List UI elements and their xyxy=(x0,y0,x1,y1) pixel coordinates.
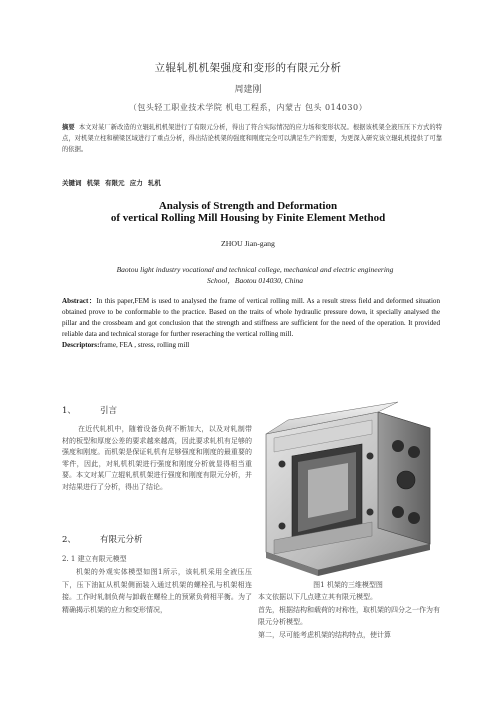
right-column-text xyxy=(258,591,444,641)
figure-1-caption: 图1 机架的三维模型图 xyxy=(313,581,383,589)
english-title-line-2: of vertical Rolling Mill Housing by Finite Element Method xyxy=(110,212,386,224)
english-author: ZHOU Jian-gang xyxy=(221,239,275,248)
descriptors-text: frame, FEA , stress, rolling mill xyxy=(99,341,190,349)
english-abstract-text: In this paper,FEM is used to analysed the frame of vertical rolling mill. As a result stress field and deformed situation obtained prove to be conformable to the practice. Based on the traits of whole hydraulic pressure down, it specially analysed the pillar and the crossbeam and got conclusion that the strength and stiffness are sufficient for the need of the operation. It provided reliable data and technical storage for further reseraching the vertical rolling mill. xyxy=(62,297,441,338)
english-title xyxy=(0,200,496,224)
chinese-title: 立辊轧机机架强度和变形的有限元分析 xyxy=(154,62,342,74)
introduction-paragraph: 在近代轧机中，随着设备负荷不断加大，以及对轧制带材的板型和厚度公差的要求越来越高，因此要求轧机有足够的强度和刚度。而机架是保证轧机有足够强度和刚度的最重要的零件，因此，对轧机机架进行强度和刚度分析就显得相当重要。本文对某厂立辊轧机机架进行强度和刚度有限元分析，并对结果进行了分析，得出了结论。 xyxy=(62,425,252,491)
chinese-affiliation: （包头轻工职业技术学院 机电工程系，内蒙古 包头 014030） xyxy=(128,103,368,112)
english-abstract xyxy=(62,296,440,351)
right-column-line-2: 首先，根据结构和载荷的对称性，取机架的四分之一作为有限元分析模型。 xyxy=(258,605,440,626)
english-title-line-1: Analysis of Strength and Deformation xyxy=(158,200,338,212)
english-affiliation: Baotou light industry vocational and technical college, mechanical and electric engineering School，Baotou 014030, China xyxy=(116,265,394,285)
section-2-number: 2、 xyxy=(62,535,76,545)
chinese-abstract-label: 摘要 xyxy=(62,124,75,131)
mill-housing-3d-model-figure xyxy=(258,394,438,576)
section-1-heading xyxy=(62,404,117,416)
right-column-line-3: 第二，尽可能考虑机架的结构特点，使计算 xyxy=(258,630,391,639)
section-2-heading xyxy=(62,533,143,545)
descriptors-label: Descriptors: xyxy=(62,341,100,349)
section-2-title: 有限元分析 xyxy=(100,535,143,545)
chinese-abstract xyxy=(62,122,442,155)
subsection-2-1-paragraph: 机架的外观实体模型如图1所示，该轧机采用全液压压下，压下油缸从机架侧面装入通过机架的螺栓孔与机架相连接。工作时轧制负荷与卸载在螺栓上的预紧负荷相平衡。为了精确揭示机架的应力和变形情况， xyxy=(62,568,252,614)
chinese-abstract-text: 本文对某厂新改造的立辊轧机机架进行了有限元分析，得出了符合实际情况的应力场和变形状况。根据该机架全液压压下方式的特点，对机架立柱和横梁区域进行了重点分析，得出结论机架的强度和刚度完全可以满足生产的需要，为更深入研究该立辊轧机提供了可靠的依据。 xyxy=(62,124,442,153)
right-column-line-1: 本文依据以下几点建立其有限元模型。 xyxy=(258,593,377,601)
chinese-author: 周建刚 xyxy=(234,85,262,95)
chinese-keywords: 关键词 机架 有限元 应力 轧机 xyxy=(62,179,162,187)
mill-housing-illustration xyxy=(258,394,438,576)
english-abstract-label: Abstract： xyxy=(62,297,97,305)
section-1-title: 引言 xyxy=(100,406,118,416)
section-1-number: 1、 xyxy=(62,406,76,416)
subsection-2-1-heading: 2. 1 建立有限元模型 xyxy=(62,555,127,563)
